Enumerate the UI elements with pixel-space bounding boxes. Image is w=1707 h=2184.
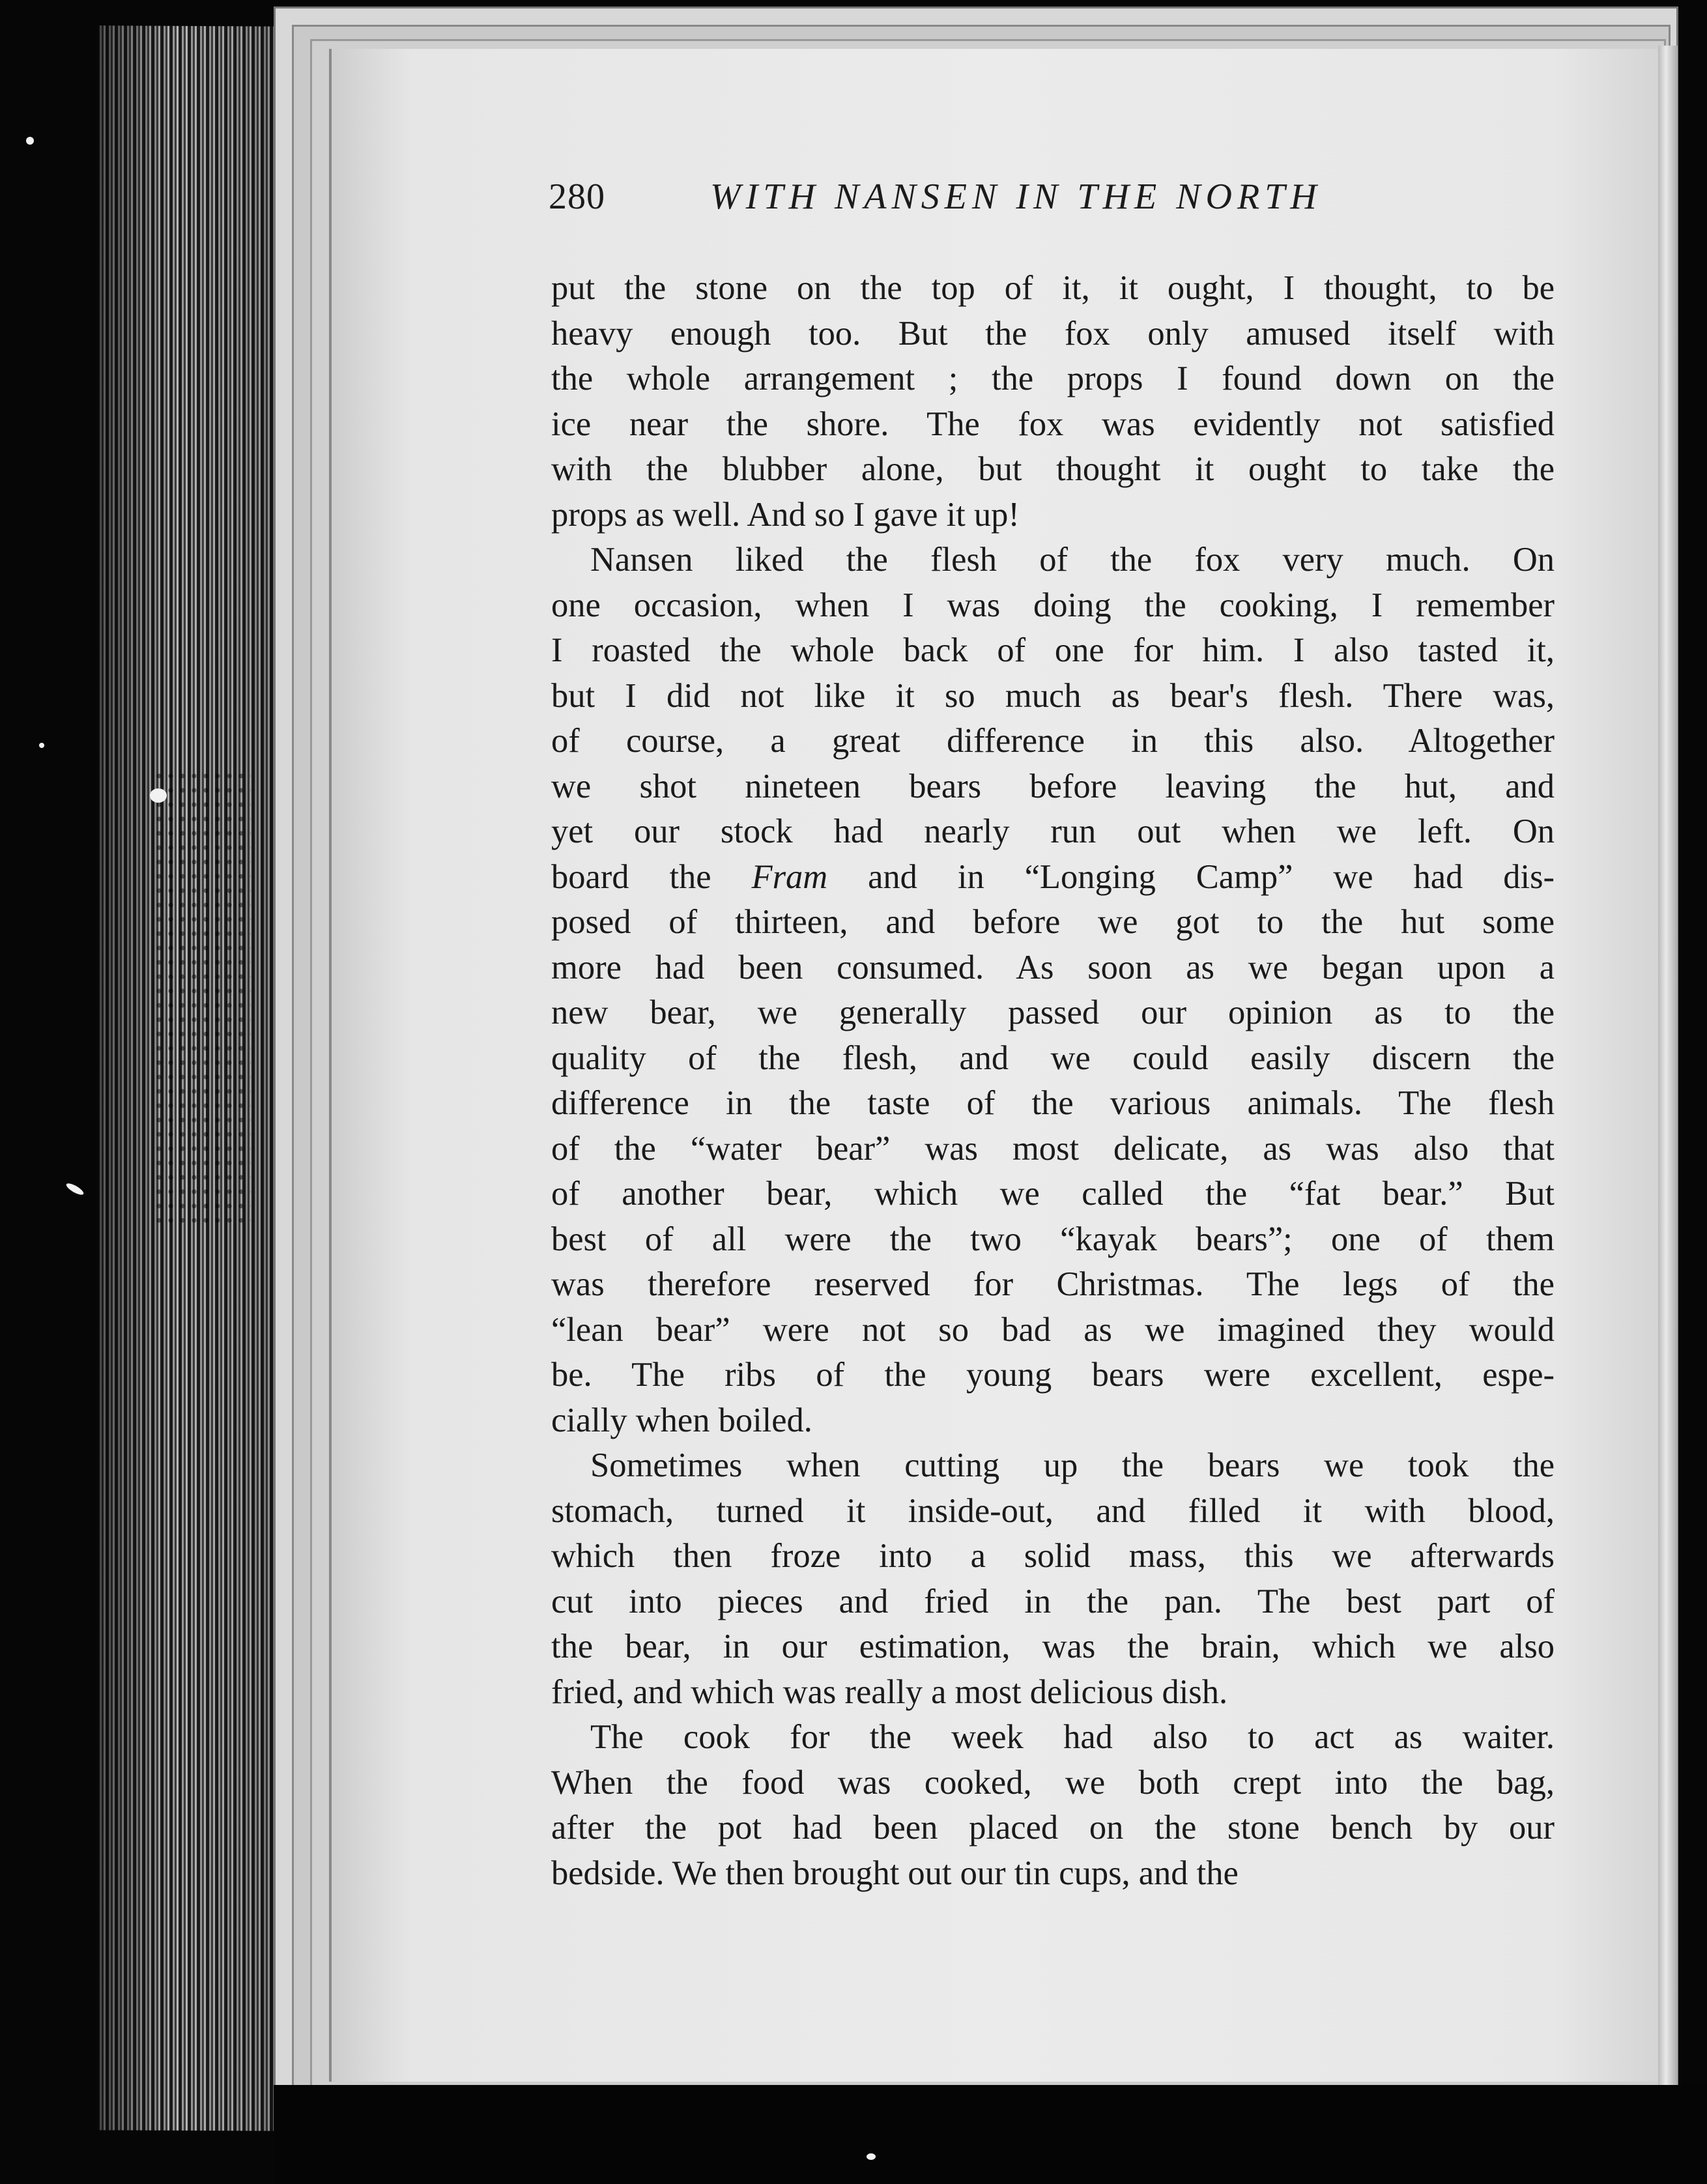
text-line: was therefore reserved for Christmas. The legs of the <box>551 1265 1555 1303</box>
text-line: “lean bear” were not so bad as we imagined they would <box>551 1310 1555 1349</box>
text-line: best of all were the two “kayak bears”; one of them <box>551 1220 1555 1258</box>
text-line: be. The ribs of the young bears were excellent, espe- <box>551 1356 1555 1394</box>
scan-speck <box>65 1181 85 1197</box>
text-line: The cook for the week had also to act as waiter. <box>590 1718 1555 1756</box>
text-line: the bear, in our estimation, was the brain, which we also <box>551 1628 1555 1665</box>
text-line: When the food was cooked, we both crept into the bag, <box>551 1763 1555 1802</box>
text-line: cially when boiled. <box>551 1401 812 1439</box>
text-line: more had been consumed. As soon as we began upon a <box>551 948 1555 986</box>
text-line: which then froze into a solid mass, this we afterwards <box>551 1537 1555 1575</box>
scan-speck <box>867 2153 876 2160</box>
text-line: of the “water bear” was most delicate, as was also that <box>551 1129 1555 1168</box>
text-line: put the stone on the top of it, it ought, I thought, to be <box>551 269 1555 307</box>
text-line: of another bear, which we called the “fat bear.” But <box>551 1175 1555 1213</box>
scan-speck <box>150 788 167 803</box>
text-line: with the blubber alone, but thought it ought to take the <box>551 450 1555 488</box>
page-number: 280 <box>549 177 605 217</box>
text-line: board the Fram and in “Longing Camp” we had dis- <box>551 857 1555 896</box>
text-line: Nansen liked the flesh of the fox very much. On <box>590 541 1555 579</box>
scan-speck <box>26 137 34 145</box>
text-line: stomach, turned it inside-out, and filled it with blood, <box>551 1491 1555 1530</box>
paragraph <box>551 1443 1555 1715</box>
text-line: difference in the taste of the various animals. The flesh <box>551 1084 1555 1122</box>
paragraph <box>551 266 1555 538</box>
text-line: but I did not like it so much as bear's flesh. There was, <box>551 676 1555 715</box>
scan-speck <box>39 743 44 748</box>
body-text <box>551 266 1555 1896</box>
page-right-edge <box>1658 46 1678 2091</box>
running-title: WITH NANSEN IN THE NORTH <box>710 177 1322 217</box>
text-line: after the pot had been placed on the stone bench by our <box>551 1809 1555 1846</box>
text-line: bedside. We then brought out our tin cups, and the <box>551 1854 1239 1892</box>
text-line: yet our stock had nearly run out when we left. On <box>551 812 1555 850</box>
text-line: one occasion, when I was doing the cooking, I remember <box>551 586 1555 624</box>
text-line: fried, and which was really a most delicious dish. <box>551 1673 1228 1711</box>
text-line: cut into pieces and fried in the pan. The best part of <box>551 1582 1555 1620</box>
text-line: of course, a great difference in this also. Altogether <box>551 722 1555 760</box>
running-head <box>549 176 1396 228</box>
text-line: props as well. And so I gave it up! <box>551 495 1020 534</box>
text-line: new bear, we generally passed our opinion as to the <box>551 994 1555 1031</box>
paragraph <box>551 1715 1555 1896</box>
text-line: the whole arrangement ; the props I found down on the <box>551 360 1555 397</box>
bottom-shadow <box>274 2085 1707 2184</box>
text-line: heavy enough too. But the fox only amused itself with <box>551 314 1555 352</box>
text-line: I roasted the whole back of one for him. I also tasted it, <box>551 631 1555 669</box>
paragraph <box>551 538 1555 1443</box>
text-line: quality of the flesh, and we could easily discern the <box>551 1039 1555 1077</box>
edge-stain <box>153 769 251 1225</box>
text-line: ice near the shore. The fox was evidently not satisfied <box>551 405 1555 443</box>
text-line: Sometimes when cutting up the bears we took the <box>590 1446 1555 1484</box>
text-line: we shot nineteen bears before leaving the hut, and <box>551 767 1555 805</box>
text-line: posed of thirteen, and before we got to the hut some <box>551 903 1555 941</box>
